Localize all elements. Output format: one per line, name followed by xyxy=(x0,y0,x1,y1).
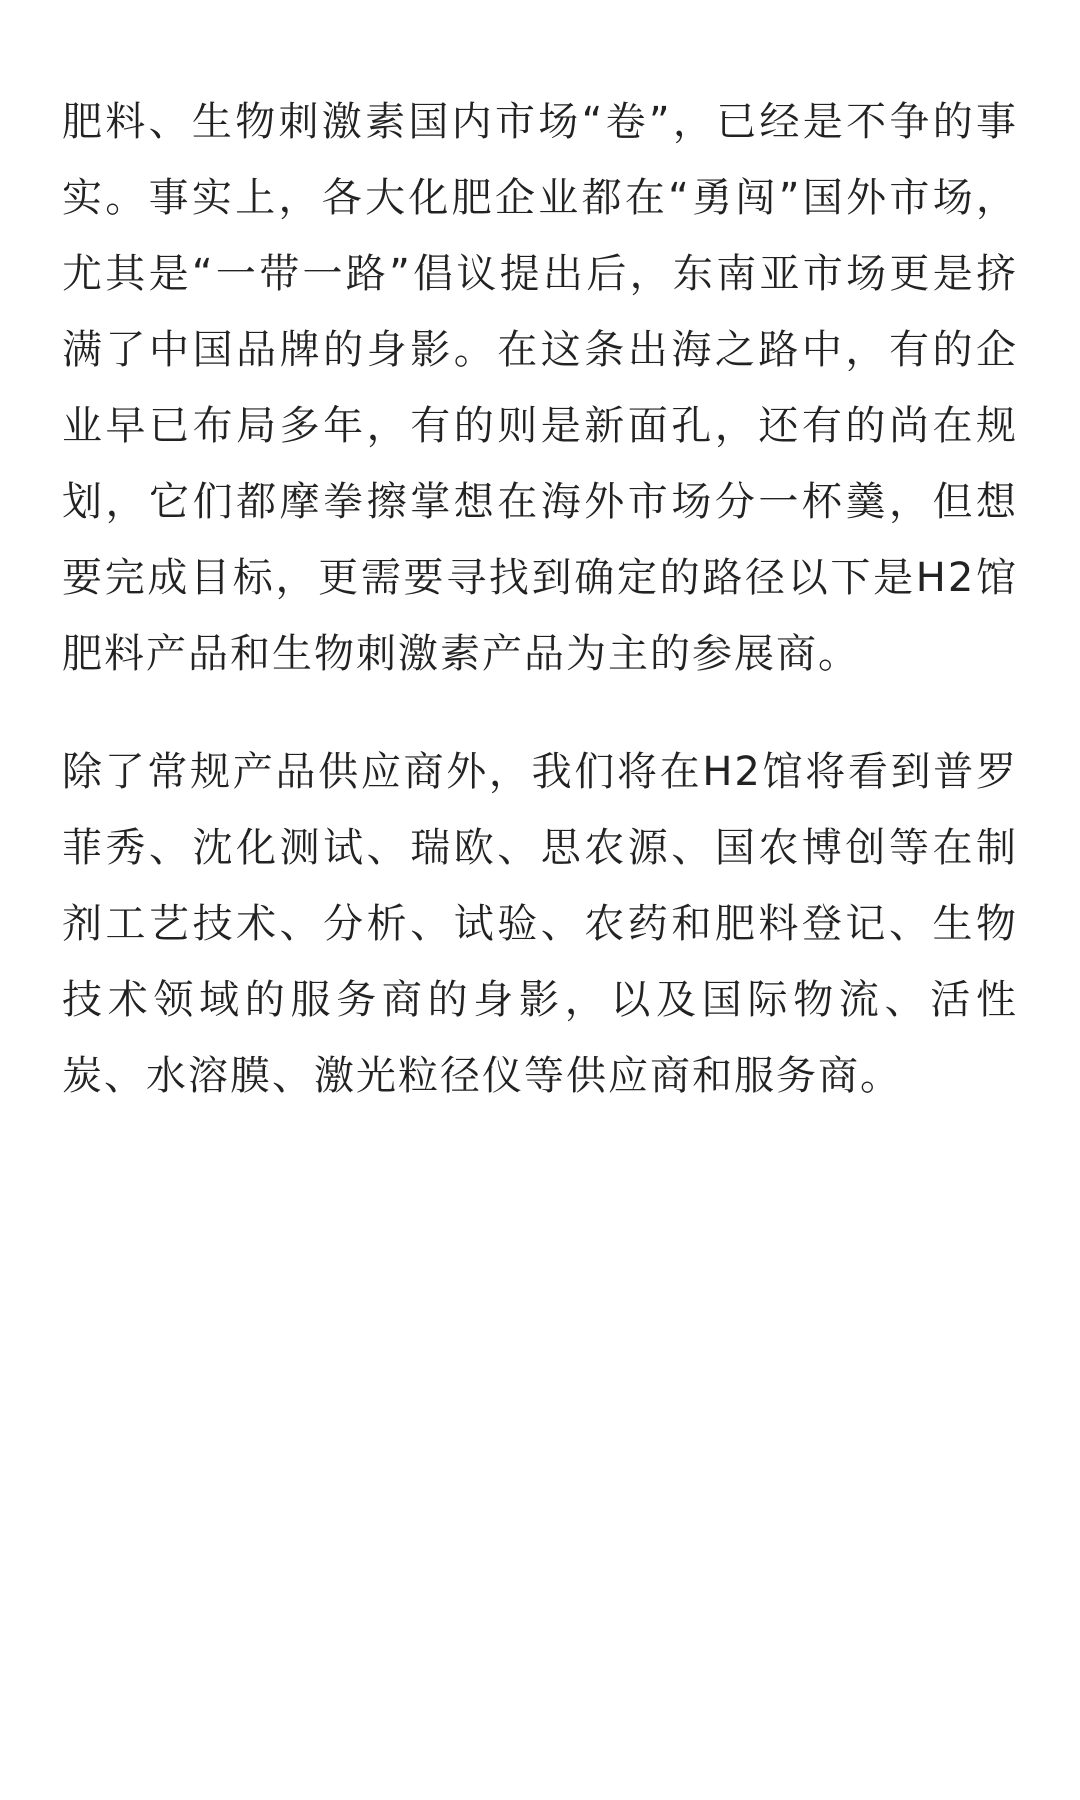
article-body xyxy=(62,84,1018,1114)
paragraph-intro: 肥料、生物刺激素国内市场“卷”，已经是不争的事实。事实上，各大化肥企业都在“勇闯”国外市场，尤其是“一带一路”倡议提出后，东南亚市场更是挤满了中国品牌的身影。在这条出海之路中，有的企业早已布局多年，有的则是新面孔，还有的尚在规划，它们都摩拳擦掌想在海外市场分一杯羹，但想要完成目标，更需要寻找到确定的路径以下是H2馆肥料产品和生物刺激素产品为主的参展商。 xyxy=(62,99,1018,677)
paragraph-service-providers: 除了常规产品供应商外，我们将在H2馆将看到普罗菲秀、沈化测试、瑞欧、思农源、国农博创等在制剂工艺技术、分析、试验、农药和肥料登记、生物技术领域的服务商的身影，以及国际物流、活性炭、水溶膜、激光粒径仪等供应商和服务商。 xyxy=(62,749,1018,1099)
